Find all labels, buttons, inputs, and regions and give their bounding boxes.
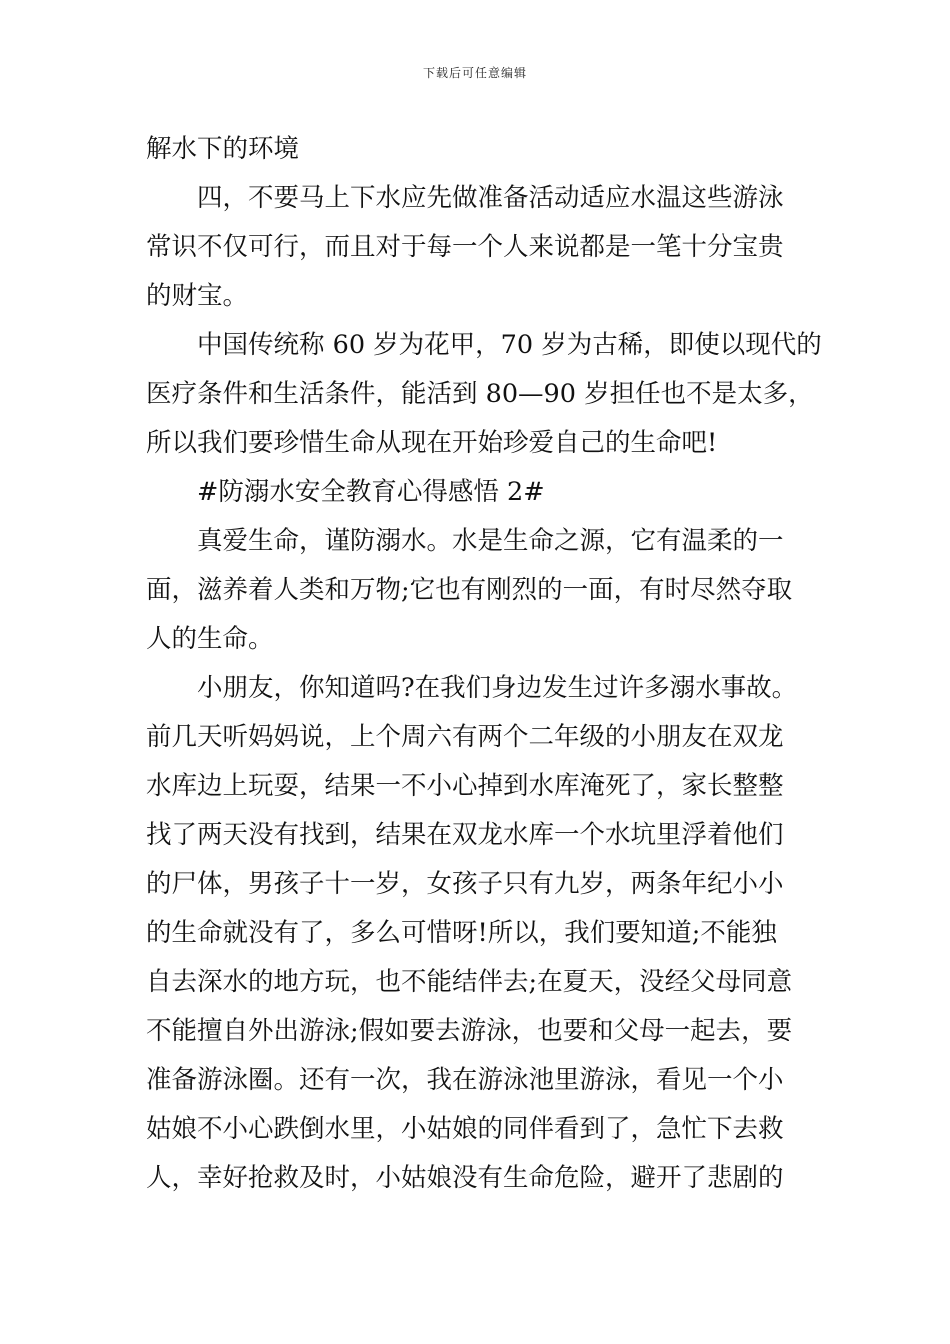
text-line: 人的生命。 [146,624,274,654]
text-line: 的生命就没有了，多么可惜呀!所以，我们要知道;不能独 [146,918,777,948]
text-line: 面，滋养着人类和万物;它也有刚烈的一面，有时尽然夺取 [146,575,793,605]
section-heading: #防溺水安全教育心得感悟 2# [197,477,545,507]
text-line: 常识不仅可行，而且对于每一个人来说都是一笔十分宝贵 [146,232,784,262]
text-line: 人，幸好抢救及时，小姑娘没有生命危险，避开了悲剧的 [146,1163,784,1193]
document-body [146,125,822,1203]
text-line: 解水下的环境 [146,134,300,164]
text-line: 的尸体，男孩子十一岁，女孩子只有九岁，两条年纪小小 [146,869,784,899]
text-line: 水库边上玩耍，结果一不小心掉到水库淹死了，家长整整 [146,771,784,801]
text-line: 不能擅自外出游泳;假如要去游泳，也要和父母一起去，要 [146,1016,793,1046]
text-line: 前几天听妈妈说，上个周六有两个二年级的小朋友在双龙 [146,722,784,752]
text-line: 中国传统称 60 岁为花甲，70 岁为古稀，即使以现代的 [197,330,822,360]
text-line: 找了两天没有找到，结果在双龙水库一个水坑里浮着他们 [146,820,784,850]
text-line: 准备游泳圈。还有一次，我在游泳池里游泳，看见一个小 [146,1065,784,1095]
text-line: 姑娘不小心跌倒水里，小姑娘的同伴看到了，急忙下去救 [146,1114,784,1144]
text-line: 的财宝。 [146,281,249,311]
text-line: 自去深水的地方玩，也不能结伴去;在夏天，没经父母同意 [146,967,793,997]
page-header: 下载后可任意编辑 [422,66,527,80]
text-line: 所以我们要珍惜生命从现在开始珍爱自己的生命吧! [146,428,718,458]
text-line: 真爱生命，谨防溺水。水是生命之源，它有温柔的一 [197,526,784,556]
text-line: 医疗条件和生活条件，能活到 80—90 岁担任也不是太多， [146,379,814,409]
text-line: 四，不要马上下水应先做准备活动适应水温这些游泳 [197,183,784,213]
text-line: 小朋友，你知道吗?在我们身边发生过许多溺水事故。 [197,673,798,703]
